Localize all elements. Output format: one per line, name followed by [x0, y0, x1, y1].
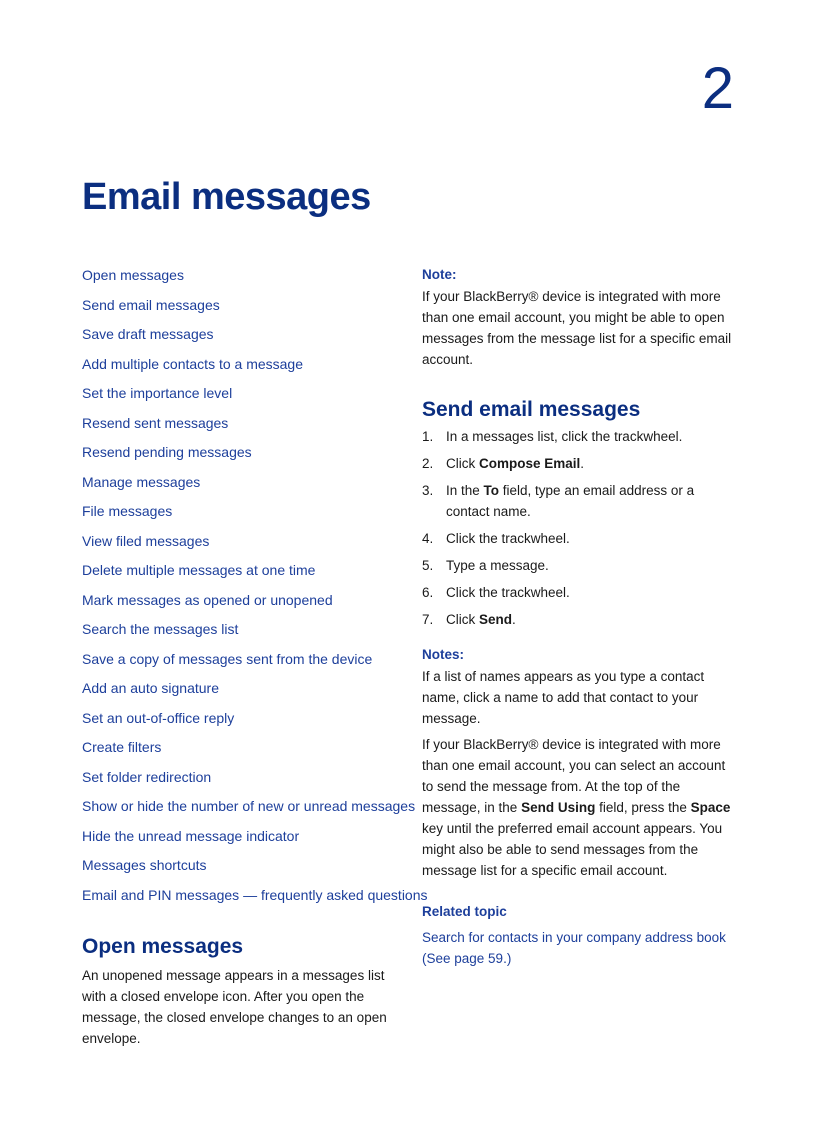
step-text: .	[512, 612, 516, 627]
open-messages-heading: Open messages	[82, 935, 244, 958]
step-item	[422, 555, 740, 576]
toc-link[interactable]: Set the importance level	[82, 385, 233, 401]
notes-para-2	[422, 734, 740, 881]
toc-link[interactable]: Set folder redirection	[82, 768, 212, 785]
step-item	[422, 480, 740, 522]
notes-text: key until the preferred email account appears. You might also be able to send messages from the message list for a specific email account.	[422, 821, 723, 878]
notes-label: Notes:	[422, 647, 465, 662]
ui-term: Space	[690, 800, 731, 815]
left-column	[82, 264, 428, 1049]
send-email-steps	[422, 426, 740, 630]
note-text: If your BlackBerry® device is integrated with more than one email account, you might be able to open messages from the message list for a specific email account.	[422, 289, 732, 367]
toc-link[interactable]: Set an out-of-office reply	[82, 709, 235, 726]
toc-link[interactable]: File messages	[82, 503, 173, 519]
toc-link[interactable]: Resend sent messages	[82, 414, 229, 431]
toc-link[interactable]: Add an auto signature	[82, 680, 219, 696]
page-title: Email messages	[82, 176, 371, 218]
ui-term: Send Using	[521, 800, 596, 815]
related-topic-link[interactable]: Search for contacts in your company address book (See page 59.)	[422, 930, 726, 966]
toc-link[interactable]: Search the messages list	[82, 621, 239, 637]
step-text: field, type an email address or a contact name.	[446, 483, 695, 519]
step-text: Click the trackwheel.	[446, 531, 570, 546]
toc-link[interactable]: Add multiple contacts to a message	[82, 355, 304, 372]
toc-link[interactable]: Save a copy of messages sent from the device	[82, 650, 373, 667]
toc-list	[82, 264, 428, 913]
step-number: 7.	[422, 612, 434, 627]
toc-link[interactable]: Open messages	[82, 267, 184, 283]
step-text: .	[580, 456, 585, 471]
note-label: Note:	[422, 267, 457, 282]
step-number: 5.	[422, 558, 434, 573]
toc-link[interactable]: Hide the unread message indicator	[82, 827, 300, 844]
step-text: Type a message.	[446, 558, 549, 573]
step-number: 3.	[422, 483, 434, 498]
toc-link[interactable]: Mark messages as opened or unopened	[82, 591, 333, 608]
step-text: Click the trackwheel.	[446, 585, 570, 600]
chapter-number: 2	[701, 56, 734, 121]
toc-link[interactable]: Show or hide the number of new or unread messages	[82, 798, 416, 814]
step-number: 4.	[422, 531, 434, 546]
toc-link[interactable]: Messages shortcuts	[82, 857, 207, 873]
step-item	[422, 453, 740, 474]
step-text: In a messages list, click the trackwheel.	[446, 429, 683, 444]
step-number: 6.	[422, 585, 434, 600]
toc-link[interactable]: View filed messages	[82, 532, 210, 549]
toc-link[interactable]: Manage messages	[82, 473, 201, 490]
step-text: Click	[446, 612, 479, 627]
notes-text: field, press the	[595, 800, 691, 815]
notes-text: If your BlackBerry® device is integrated with more than one email account, you can select an account to send the message from. At the top of the message, in the	[422, 737, 726, 815]
ui-term: To	[483, 483, 500, 498]
step-text: Click	[446, 456, 479, 471]
toc-link[interactable]: Save draft messages	[82, 326, 214, 342]
notes-para-1: If a list of names appears as you type a contact name, click a name to add that contact to your message.	[422, 669, 705, 726]
toc-link[interactable]: Create filters	[82, 739, 162, 755]
open-messages-text: An unopened message appears in a messages list with a closed envelope icon. After you open the message, the closed envelope changes to an open envelope.	[82, 968, 387, 1046]
ui-term: Compose Email	[479, 456, 581, 471]
toc-link[interactable]: Delete multiple messages at one time	[82, 562, 316, 578]
toc-link[interactable]: Send email messages	[82, 296, 220, 313]
step-item	[422, 609, 740, 630]
toc-link[interactable]: Email and PIN messages — frequently asked questions	[82, 886, 428, 903]
toc-link[interactable]: Resend pending messages	[82, 444, 252, 460]
right-column	[422, 264, 740, 969]
step-number: 1.	[422, 429, 434, 444]
related-topic-label: Related topic	[422, 904, 507, 919]
step-text: In the	[446, 483, 484, 498]
step-item	[422, 426, 740, 447]
ui-term: Send	[479, 612, 513, 627]
step-number: 2.	[422, 456, 434, 471]
step-item	[422, 528, 740, 549]
step-item	[422, 582, 740, 603]
send-email-heading: Send email messages	[422, 398, 641, 421]
